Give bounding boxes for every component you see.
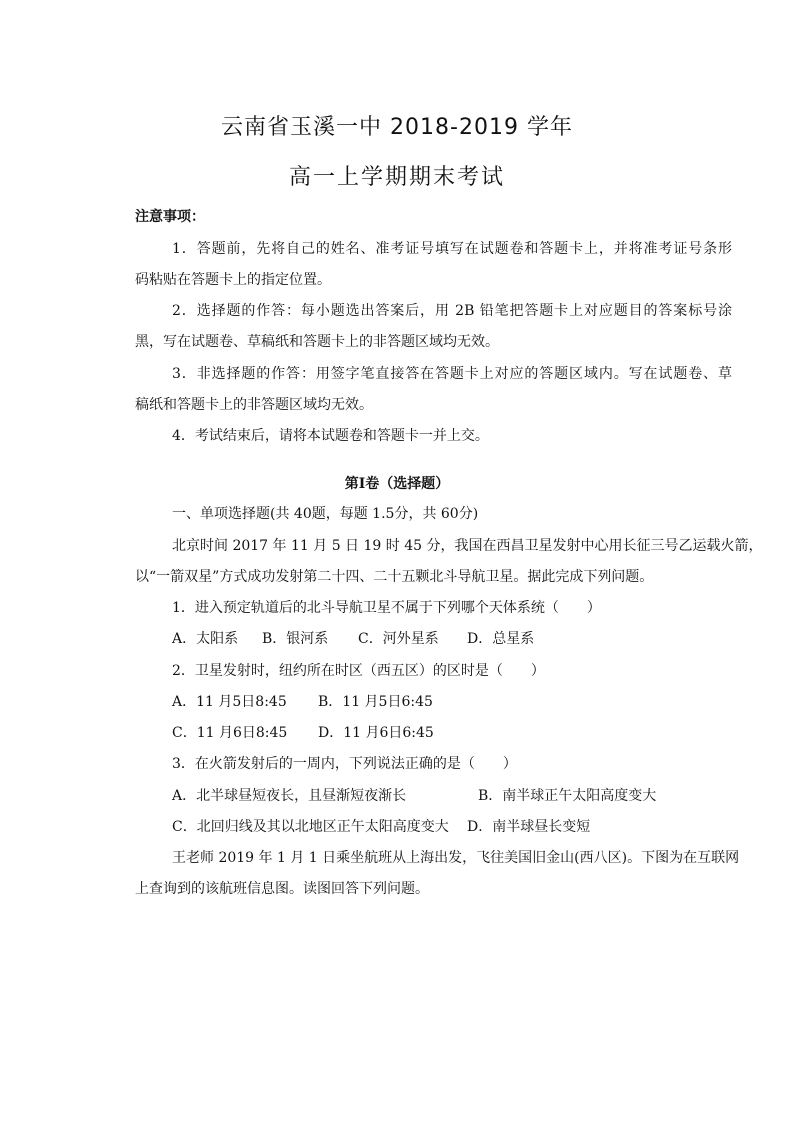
question-3-option-b: B．南半球正午太阳高度变大 — [478, 788, 657, 804]
question-1-option-d: D．总星系 — [467, 631, 535, 647]
question-1-stem: 1．进入预定轨道后的北斗导航卫星不属于下列哪个天体系统（ ） — [172, 600, 601, 616]
question-1-option-b: B．银河系 — [262, 631, 329, 647]
notice-item-1-line1: 1．答题前，先将自己的姓名、准考证号填写在试题卷和答题卡上，并将准考证号条形 — [172, 241, 732, 257]
question-2-option-a: A．11 月5日8:45 — [172, 694, 287, 710]
passage-1-line1: 北京时间 2017 年 11 月 5 日 19 时 45 分，我国在西昌卫星发射中心用长征三号乙运载火箭， — [172, 538, 763, 554]
question-2-option-d: D．11 月6日6:45 — [318, 725, 434, 741]
question-3-option-c: C．北回归线及其以北地区正午太阳高度变大 — [172, 819, 449, 835]
question-1-option-c: C．河外星系 — [358, 631, 439, 647]
question-2-option-b: B．11 月5日6:45 — [318, 694, 433, 710]
notice-item-1-line2: 码粘贴在答题卡上的指定位置。 — [135, 272, 331, 288]
exam-title-school: 云南省玉溪一中 2018-2019 学年 — [221, 115, 573, 140]
question-3-stem: 3．在火箭发射后的一周内，下列说法正确的是（ ） — [172, 756, 517, 772]
question-2-stem: 2．卫星发射时，纽约所在时区（西五区）的区时是（ ） — [172, 663, 545, 679]
exam-title-term: 高一上学期期末考试 — [288, 165, 505, 190]
passage-2-line2: 上查询到的该航班信息图。读图回答下列问题。 — [135, 881, 429, 897]
notice-item-3-line1: 3．非选择题的作答：用签字笔直接答在答题卡上对应的答题区域内。写在试题卷、草 — [172, 366, 732, 382]
section-title: 第Ⅰ卷（选择题） — [344, 476, 450, 492]
passage-2-line1: 王老师 2019 年 1 月 1 日乘坐航班从上海出发，飞往美国旧金山(西八区)。下图为在互联网 — [172, 850, 740, 866]
notice-item-2-line1: 2．选择题的作答：每小题选出答案后，用 2B 铅笔把答题卡上对应题目的答案标号涂 — [172, 303, 732, 319]
question-3-option-a: A．北半球昼短夜长，且昼渐短夜渐长 — [172, 788, 407, 804]
notice-heading: 注意事项： — [135, 209, 205, 225]
question-2-option-c: C．11 月6日8:45 — [172, 725, 288, 741]
notice-item-2-line2: 黑，写在试题卷、草稿纸和答题卡上的非答题区域均无效。 — [135, 334, 499, 350]
question-1-option-a: A．太阳系 — [172, 631, 239, 647]
question-3-option-d: D．南半球昼长变短 — [467, 819, 591, 835]
notice-item-4-line1: 4．考试结束后，请将本试题卷和答题卡一并上交。 — [172, 428, 489, 444]
part-heading: 一、单项选择题(共 40题，每题 1.5分，共 60分) — [172, 506, 479, 522]
notice-item-3-line2: 稿纸和答题卡上的非答题区域均无效。 — [135, 397, 373, 413]
passage-1-line2: 以“一箭双星”方式成功发射第二十四、二十五颗北斗导航卫星。据此完成下列问题。 — [135, 569, 654, 585]
